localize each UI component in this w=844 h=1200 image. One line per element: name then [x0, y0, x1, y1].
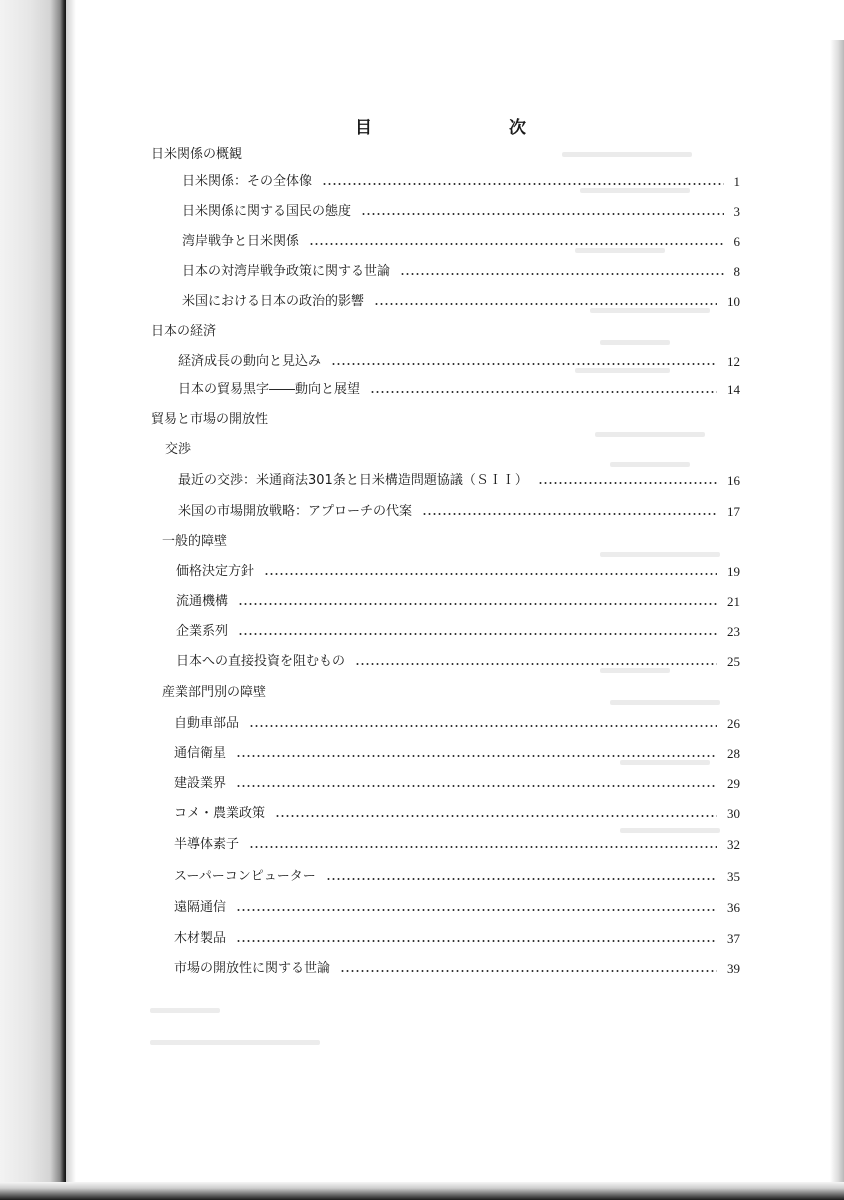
- toc-entry: [182, 172, 740, 192]
- dot-leader: [238, 633, 717, 635]
- toc-entry-page: 16: [727, 473, 740, 488]
- toc-entry: [174, 714, 740, 734]
- dot-leader: [422, 513, 717, 515]
- dot-leader: [238, 603, 717, 605]
- dot-leader: [275, 815, 717, 817]
- section-heading: 日米関係の概観: [151, 147, 243, 162]
- toc-entry-page: 39: [727, 961, 740, 976]
- toc-entry: [174, 898, 740, 918]
- toc-entry-label: 企業系列: [176, 624, 229, 639]
- toc-entry-page: 6: [733, 234, 740, 249]
- toc-entry: [176, 592, 740, 612]
- toc-entry: [176, 562, 740, 582]
- toc-entry: [182, 292, 740, 312]
- toc-entry-label: 日本の貿易黒字――動向と展望: [178, 382, 361, 397]
- toc-entry-page: 21: [727, 594, 740, 609]
- dot-leader: [322, 183, 723, 185]
- toc-entry-label: 経済成長の動向と見込み: [178, 354, 322, 369]
- toc-entry-label: スーパーコンピューター: [174, 869, 316, 884]
- toc-entry-page: 12: [727, 354, 740, 369]
- subsection-heading: 交渉: [165, 442, 192, 457]
- toc-entry: [178, 471, 740, 491]
- dot-leader: [236, 755, 717, 757]
- toc-entry-label: 湾岸戦争と日米関係: [182, 234, 300, 249]
- toc-entry-page: 26: [727, 716, 740, 731]
- toc-entry-page: 14: [727, 382, 740, 397]
- toc-entry-page: 30: [727, 806, 740, 821]
- toc-entry-page: 10: [727, 294, 740, 309]
- dot-leader: [264, 573, 717, 575]
- toc-entry-page: 17: [727, 504, 740, 519]
- toc-entry: [174, 959, 740, 979]
- toc-entry: [174, 929, 740, 949]
- dot-leader: [249, 725, 717, 727]
- toc-entry: [174, 867, 740, 887]
- toc-entry: [174, 774, 740, 794]
- toc-entry: [176, 622, 740, 642]
- toc-entry-page: 1: [733, 174, 740, 189]
- toc-entry: [174, 804, 740, 824]
- toc-entry-label: 日米関係に関する国民の態度: [182, 204, 352, 219]
- toc-entry-label: 日米関係：その全体像: [182, 174, 313, 189]
- toc-entry-label: コメ・農業政策: [174, 806, 266, 821]
- dot-leader: [236, 909, 717, 911]
- dot-leader: [374, 303, 717, 305]
- subsection-heading: 産業部門別の障壁: [162, 685, 267, 700]
- toc-entry-label: 市場の開放性に関する世論: [174, 961, 331, 976]
- toc-entry-page: 36: [727, 900, 740, 915]
- dot-leader: [538, 482, 717, 484]
- toc-entry-page: 37: [727, 931, 740, 946]
- toc-entry-label: 通信衛星: [174, 746, 227, 761]
- dot-leader: [309, 243, 723, 245]
- toc-entry-label: 半導体素子: [174, 837, 240, 852]
- toc-entry-label: 流通機構: [176, 594, 229, 609]
- section-heading: 日本の経済: [151, 324, 217, 339]
- toc-entry-label: 米国における日本の政治的影響: [182, 294, 365, 309]
- dot-leader: [326, 878, 717, 880]
- toc-entry: [174, 835, 740, 855]
- dot-leader: [370, 391, 717, 393]
- toc-entry: [178, 502, 740, 522]
- page-title: 目 次: [355, 118, 586, 138]
- subsection-heading: 一般的障壁: [162, 534, 228, 549]
- toc-entry-label: 日本への直接投資を阻むもの: [176, 654, 346, 669]
- toc-entry-label: 米国の市場開放戦略：アプローチの代案: [178, 504, 413, 519]
- toc-entry: [182, 232, 740, 252]
- toc-entry-page: 28: [727, 746, 740, 761]
- toc-entry-label: 最近の交渉：米通商法301条と日米構造問題協議（ＳＩＩ）: [178, 473, 528, 488]
- dot-leader: [249, 846, 717, 848]
- toc-entry: [182, 202, 740, 222]
- toc-entry: [176, 652, 740, 672]
- toc-entry-page: 8: [733, 264, 740, 279]
- toc-entry-label: 遠隔通信: [174, 900, 227, 915]
- toc-entry-page: 19: [727, 564, 740, 579]
- toc-entry-page: 29: [727, 776, 740, 791]
- toc-entry: [182, 262, 740, 282]
- dot-leader: [340, 970, 717, 972]
- dot-leader: [355, 663, 717, 665]
- toc-entry-page: 25: [727, 654, 740, 669]
- section-heading: 貿易と市場の開放性: [151, 412, 269, 427]
- dot-leader: [236, 940, 717, 942]
- dot-leader: [331, 363, 717, 365]
- toc-entry-page: 3: [733, 204, 740, 219]
- toc-entry-label: 木材製品: [174, 931, 227, 946]
- toc-entry-page: 35: [727, 869, 740, 884]
- toc-entry-label: 自動車部品: [174, 716, 240, 731]
- toc-entry-label: 日本の対湾岸戦争政策に関する世論: [182, 264, 391, 279]
- toc-entry-page: 32: [727, 837, 740, 852]
- toc-entry-label: 価格決定方針: [176, 564, 255, 579]
- toc-entry: [178, 352, 740, 372]
- toc-entry-page: 23: [727, 624, 740, 639]
- toc-entry: [178, 380, 740, 400]
- toc-entry-label: 建設業界: [174, 776, 227, 791]
- dot-leader: [400, 273, 723, 275]
- dot-leader: [236, 785, 717, 787]
- toc-entry: [174, 744, 740, 764]
- dot-leader: [361, 213, 723, 215]
